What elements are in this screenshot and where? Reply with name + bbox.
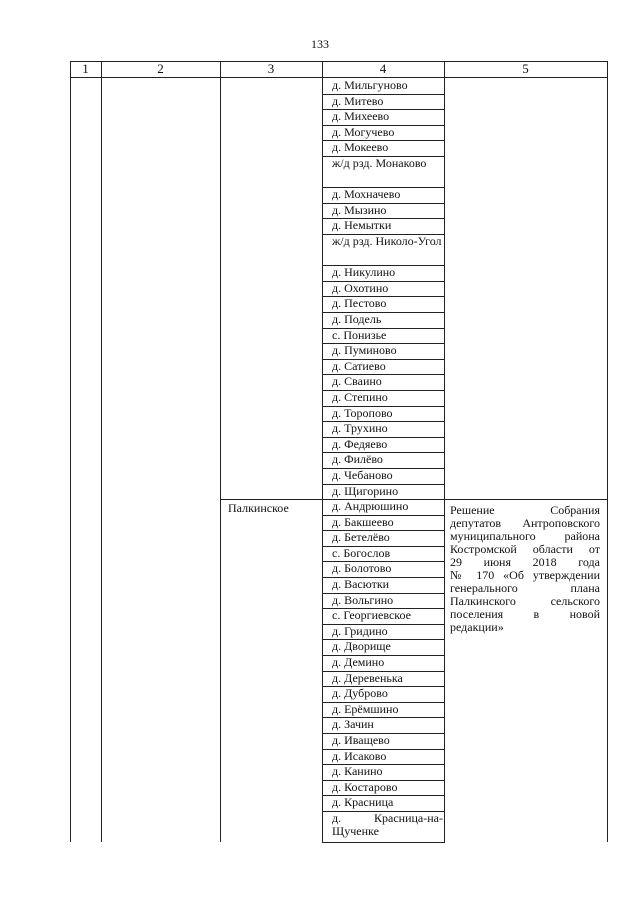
locality-cell: д. Охотино — [332, 280, 389, 295]
locality-cell: ж/д рзд. Николо-Угол — [332, 234, 442, 248]
locality-cell: д. Сваино — [332, 374, 382, 389]
locality-cell: д. Филёво — [332, 452, 383, 467]
locality-cell: д. Никулино — [332, 265, 396, 280]
column-header-3: 3 — [267, 61, 275, 76]
locality-cell: д. Сатиево — [332, 358, 386, 373]
locality-cell: д. Демино — [332, 655, 385, 669]
settlement-name: Палкинское — [228, 501, 289, 515]
locality-cell: д. Мокеево — [332, 140, 389, 155]
decision-reference — [450, 504, 600, 634]
decision-line: Костромской области от — [450, 542, 600, 556]
locality-cell: д. Митево — [332, 93, 384, 108]
locality-cell: д. Иващево — [332, 733, 390, 747]
locality-cell: д. Могучево — [332, 124, 395, 139]
column-border-5 — [607, 61, 608, 842]
decision-line: муниципального района — [450, 529, 600, 543]
row-divider — [322, 842, 445, 843]
locality-cell: д. Трухино — [332, 421, 388, 436]
locality-cell: д. Красница-на-Щученке — [332, 811, 443, 838]
page-number: 133 — [311, 37, 329, 51]
locality-cell: д. Васютки — [332, 577, 390, 591]
locality-cell: д. Федяево — [332, 436, 388, 451]
decision-line: редакции» — [450, 620, 504, 634]
locality-cell: д. Гридино — [332, 623, 388, 638]
decision-line: депутатов Антроповского — [450, 516, 600, 530]
locality-cell: д. Болотово — [332, 561, 392, 576]
locality-cell: с. Понизье — [332, 327, 387, 342]
locality-cell: д. Андрюшино — [332, 499, 409, 513]
locality-cell: д. Бетелёво — [332, 530, 390, 545]
locality-cell: д. Мызино — [332, 202, 387, 217]
column-header-4: 4 — [379, 61, 387, 76]
locality-cell: д. Бакшеево — [332, 514, 394, 529]
decision-line: Решение Собрания — [450, 503, 600, 517]
locality-cell: д. Канино — [332, 764, 383, 779]
column-header-5: 5 — [522, 61, 529, 76]
locality-cell: д. Деревенька — [332, 670, 403, 685]
locality-cell: с. Богослов — [332, 545, 391, 560]
decision-line: Палкинского сельского — [450, 594, 600, 608]
locality-cell: д. Михеево — [332, 109, 390, 124]
column-border-2 — [220, 61, 221, 842]
locality-cell: д. Пуминово — [332, 343, 397, 358]
decision-line: 29 июня 2018 года — [450, 555, 600, 569]
column-header-2: 2 — [157, 61, 164, 76]
column-header-1: 1 — [82, 61, 89, 76]
locality-cell: д. Щигорино — [332, 483, 399, 498]
column-border-0 — [70, 61, 71, 842]
locality-cell: д. Немытки — [332, 218, 392, 233]
locality-cell: д. Красница — [332, 795, 394, 810]
column-border-1 — [101, 61, 102, 842]
locality-cell: д. Мохначево — [332, 187, 401, 202]
locality-cell: д. Дуброво — [332, 686, 388, 701]
locality-cell: с. Георгиевское — [332, 608, 411, 623]
decision-line: генерального плана — [450, 581, 600, 595]
decision-line: № 170 «Об утверждении — [450, 568, 600, 582]
locality-cell: д. Подель — [332, 312, 382, 326]
locality-cell: д. Пестово — [332, 296, 387, 311]
locality-cell: д. Исаково — [332, 748, 387, 763]
locality-cell: д. Дворище — [332, 639, 391, 654]
locality-cell: д. Торопово — [332, 405, 393, 420]
locality-cell: ж/д рзд. Монаково — [332, 156, 427, 170]
locality-cell: д. Мильгуново — [332, 78, 408, 92]
locality-cell: д. Вольгино — [332, 592, 394, 607]
locality-cell: д. Костарово — [332, 779, 398, 794]
locality-cell: д. Ерёмшино — [332, 701, 399, 716]
decision-line: поселения в новой — [450, 607, 600, 621]
locality-cell: д. Степино — [332, 390, 388, 404]
locality-cell: д. Чебаново — [332, 468, 393, 482]
locality-cell: д. Зачин — [332, 717, 374, 732]
